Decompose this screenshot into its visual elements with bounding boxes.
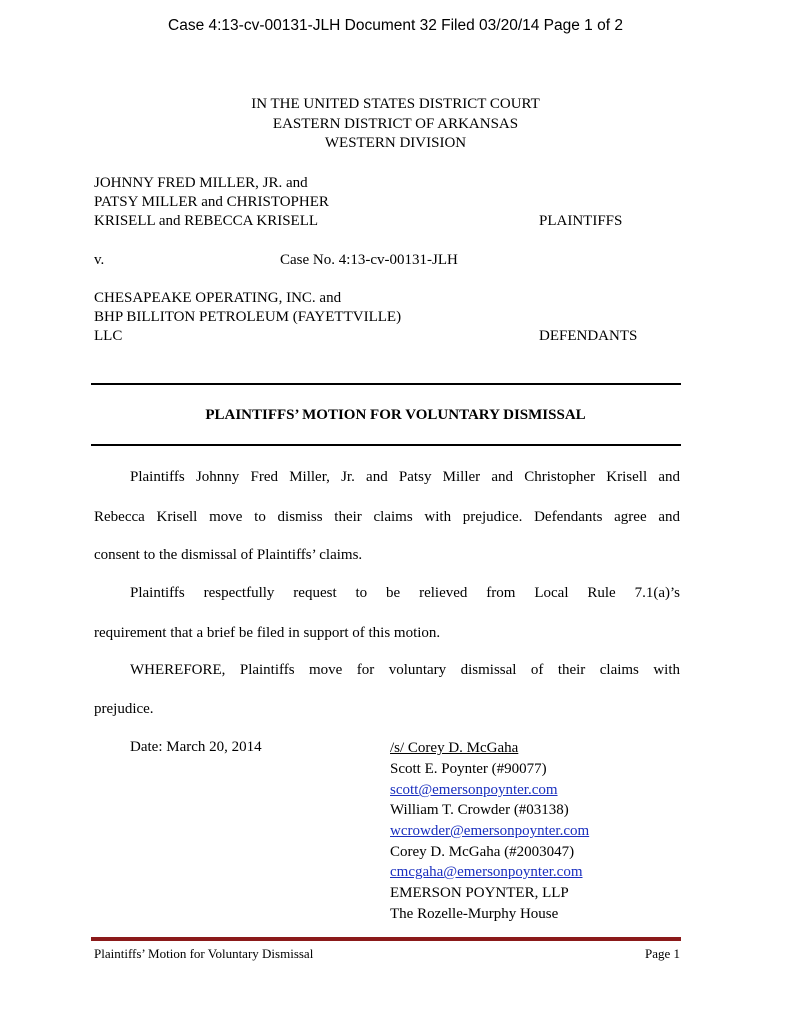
defendant-line-2: BHP BILLITON PETROLEUM (FAYETTVILLE) — [94, 309, 402, 325]
attorney-1: Scott E. Poynter (#90077) — [390, 761, 547, 777]
paragraph-2-line-1: Plaintiffs respectfully request to be relieved from Local Rule 7.1(a)’s — [130, 585, 680, 601]
plaintiff-line-1: JOHNNY FRED MILLER, JR. and — [94, 175, 308, 191]
paragraph-2-line-2: requirement that a brief be filed in support of this motion. — [94, 625, 441, 641]
electronic-signature: /s/ Corey D. McGaha — [390, 740, 519, 756]
email-link-2[interactable]: wcrowder@emersonpoynter.com — [390, 823, 590, 839]
footer-title: Plaintiffs’ Motion for Voluntary Dismissal — [94, 946, 314, 961]
paragraph-1-line-3: consent to the dismissal of Plaintiffs’ claims. — [94, 547, 363, 563]
title-rule-top — [91, 383, 681, 385]
defendant-line-3: LLC — [94, 328, 123, 344]
paragraph-1-line-2: Rebecca Krisell move to dismiss their claims with prejudice. Defendants agree and — [94, 509, 680, 525]
plaintiffs-label: PLAINTIFFS — [539, 213, 623, 229]
attorney-2: William T. Crowder (#03138) — [390, 802, 569, 818]
case-number: Case No. 4:13-cv-00131-JLH — [280, 252, 458, 268]
defendant-line-1: CHESAPEAKE OPERATING, INC. and — [94, 290, 342, 306]
plaintiff-line-3: KRISELL and REBECCA KRISELL — [94, 213, 319, 229]
date-line: Date: March 20, 2014 — [130, 739, 262, 755]
footer-rule — [91, 937, 681, 941]
attorney-3: Corey D. McGaha (#2003047) — [390, 844, 575, 860]
email-link-1[interactable]: scott@emersonpoynter.com — [390, 782, 558, 798]
ecf-header-stamp: Case 4:13-cv-00131-JLH Document 32 Filed 03/20/14 Page 1 of 2 — [168, 17, 623, 34]
footer-page-number: Page 1 — [644, 946, 680, 961]
paragraph-1-line-1: Plaintiffs Johnny Fred Miller, Jr. and Patsy Miller and Christopher Krisell and — [130, 469, 680, 485]
title-rule-bottom — [91, 444, 681, 446]
versus: v. — [94, 252, 105, 268]
court-division: WESTERN DIVISION — [324, 135, 467, 151]
firm-address: The Rozelle-Murphy House — [390, 906, 559, 922]
court-name: IN THE UNITED STATES DISTRICT COURT — [251, 96, 540, 112]
defendants-label: DEFENDANTS — [539, 328, 638, 344]
law-firm: EMERSON POYNTER, LLP — [390, 885, 569, 901]
plaintiff-line-2: PATSY MILLER and CHRISTOPHER — [94, 194, 329, 210]
court-district: EASTERN DISTRICT OF ARKANSAS — [272, 116, 519, 132]
document-title: PLAINTIFFS’ MOTION FOR VOLUNTARY DISMISSAL — [205, 407, 586, 423]
paragraph-3-line-2: prejudice. — [94, 701, 154, 717]
paragraph-3-line-1: WHEREFORE, Plaintiffs move for voluntary dismissal of their claims with — [130, 662, 680, 678]
email-link-3[interactable]: cmcgaha@emersonpoynter.com — [390, 864, 583, 880]
